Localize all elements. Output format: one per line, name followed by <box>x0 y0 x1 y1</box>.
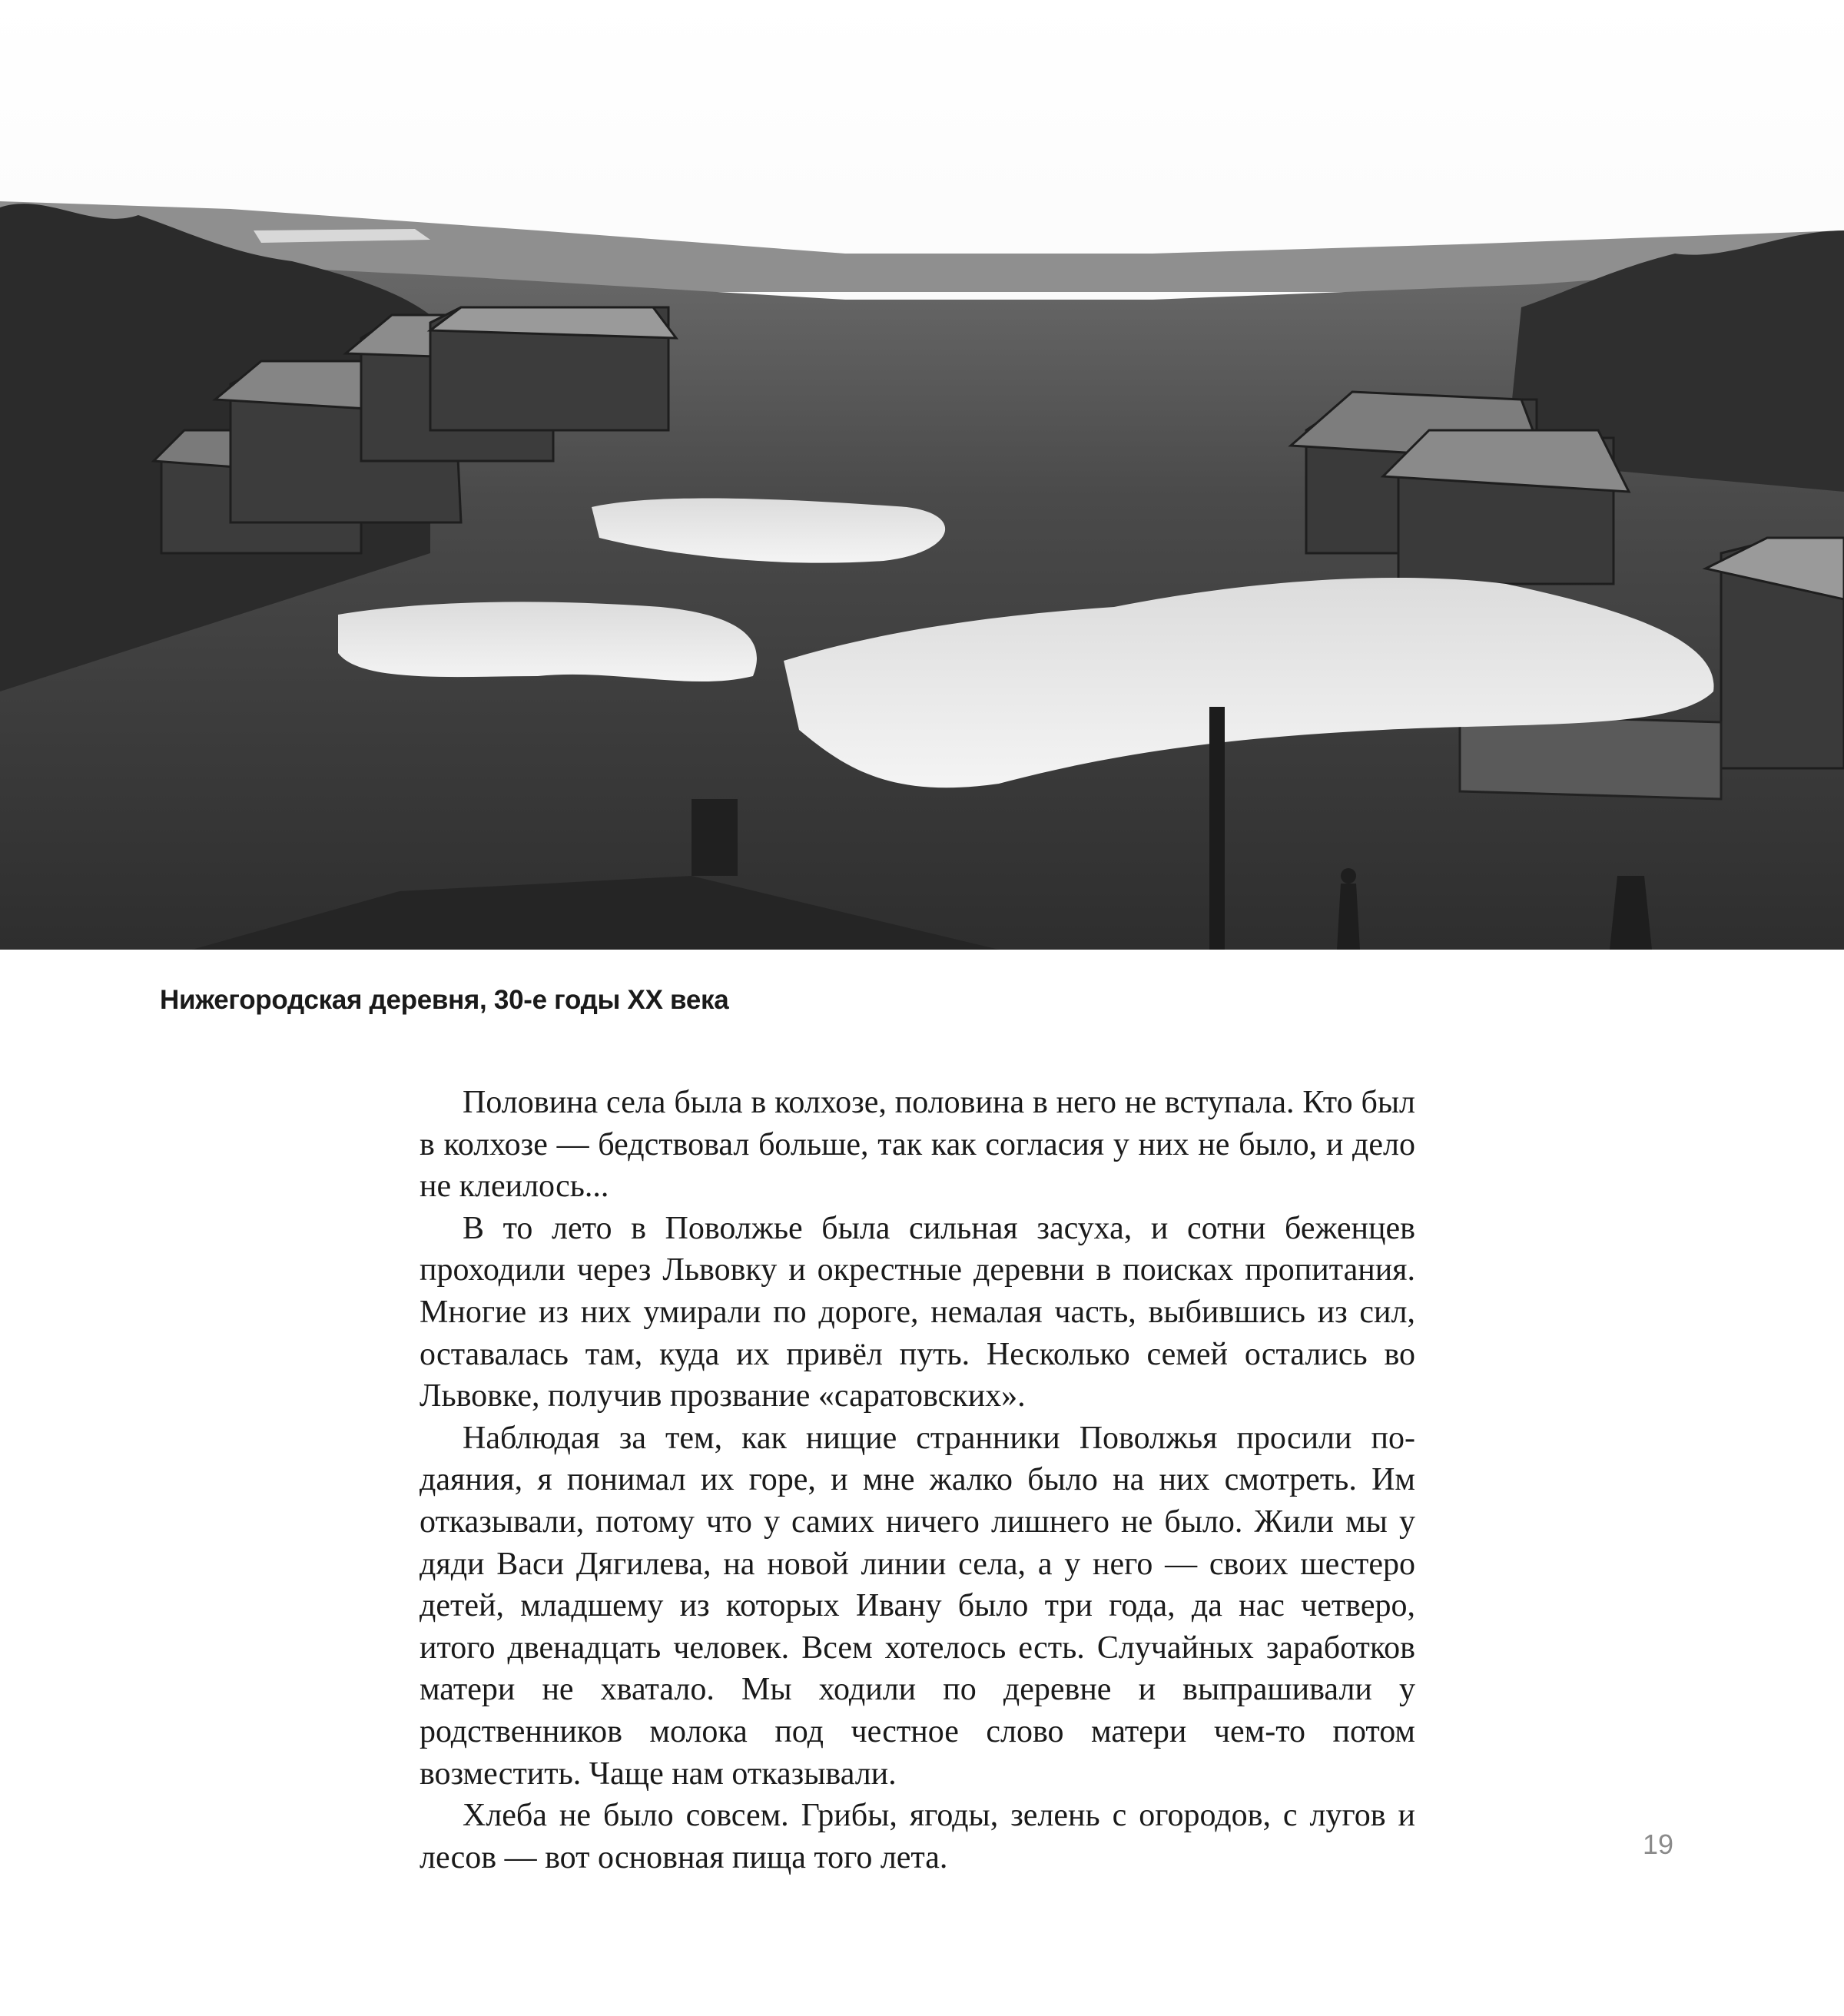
paragraph: Хлеба не было совсем. Грибы, ягоды, зелень с огородов, с лугов и лесов — вот основная пища того лета. <box>420 1798 1415 1875</box>
village-photo-illustration <box>0 0 1844 950</box>
paragraph: В то лето в Поволжье была сильная засуха, и сотни беженцев проходили через Львовку и окрестные деревни в поисках пропитания. Многие из них умирали по дороге, немалая часть, выбившись из сил, оставалась там, куда их привёл путь. Несколько семей остались во Львовке, получив прозвание «саратовских». <box>420 1210 1415 1414</box>
paragraph: Наблюдая за тем, как нищие странники Поволжья просили подаяния, я понимал их горе, и мне жалко было на них смотреть. Им отказывали, потому что у самих ничего лишнего не было. Жили мы у дяди Васи Дягилева, на новой линии села, а у него — своих шестеро детей, младшему из которых Ивану было три года, да нас четверо, итого двенадцать человек. Всем хотелось есть. Случайных заработков матери не хватало. Мы ходили по деревне и выпрашивали у родственников молока под честное слово матери чем-то потом возместить. Чаще нам отказывали. <box>420 1420 1415 1792</box>
photo-caption: Нижегородская деревня, 30-е годы XX века <box>160 985 729 1015</box>
paragraph: Половина села была в колхозе, половина в него не вступала. Кто был в колхозе — бедствовал больше, так как согласия у них не было, и дело не клеилось... <box>420 1085 1415 1205</box>
page-number: 19 <box>1642 1829 1673 1860</box>
main-text <box>420 1082 1415 1878</box>
village-photo <box>0 0 1844 950</box>
